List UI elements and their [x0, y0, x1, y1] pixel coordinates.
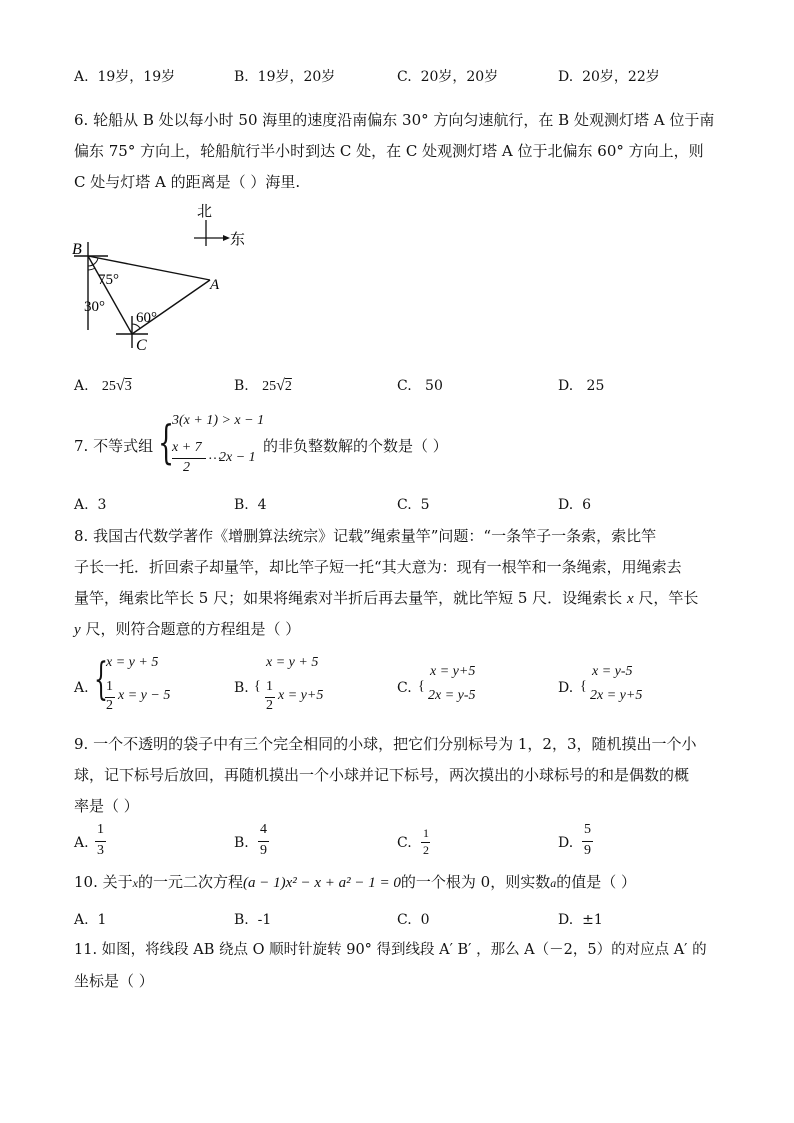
q8-line-3: 量竿，绳索比竿长 5 尺；如果将绳索对半折后再去量竿，就比竿短 5 尺．设绳索长 x 尺，竿长: [74, 589, 699, 607]
q8-line-4: y 尺，则符合题意的方程组是（ ）: [74, 620, 301, 638]
q10-stem: 10. 关于x的一元二次方程(a − 1)x² − x + a² − 1 = 0的一个根为 0，则实数a的值是（ ）: [74, 873, 636, 891]
q10-option-b: B. -1: [234, 912, 272, 928]
q7-ineq1: 3(x + 1) > x − 1: [172, 413, 265, 428]
q8-d-eq2: 2x = y+5: [590, 688, 643, 703]
q7-option-d: D. 6: [558, 497, 592, 513]
compass-north-label: 北: [197, 204, 213, 220]
q6-option-a: A. 25√3: [74, 377, 132, 394]
q7-option-c: C. 5: [397, 497, 430, 513]
q7-ineq2-rel: …: [208, 448, 222, 463]
q9-a-den: 3: [97, 843, 104, 858]
q9-d-line: [582, 841, 593, 842]
q6-option-b: B. 25√2: [234, 377, 292, 394]
q7-option-b: B. 4: [234, 497, 267, 513]
q11-line-2: 坐标是（ ）: [74, 972, 154, 990]
point-b-label: B: [72, 241, 82, 258]
q8-c-brace: {: [418, 679, 425, 694]
q6-line-2: 偏东 75° 方向上，轮船航行半小时到达 C 处，在 C 处观测灯塔 A 位于北偏东 60° 方向上，则: [74, 142, 704, 160]
q6-option-d: D. 25: [558, 378, 605, 394]
q8-option-c-letter: C.: [397, 680, 412, 696]
q5-option-b: B. 19岁，20岁: [234, 69, 336, 85]
q8-d-brace: {: [580, 679, 587, 694]
q8-d-eq1: x = y-5: [592, 664, 633, 679]
q9-a-line: [95, 841, 106, 842]
q8-line-1: 8. 我国古代数学著作《增删算法统宗》记载”绳索量竿”问题：“一条竿子一条索，索比竿: [74, 527, 657, 545]
q9-b-line: [258, 841, 269, 842]
q9-c-den: 2: [423, 843, 429, 857]
q8-a-frac-den: 2: [106, 698, 113, 713]
q5-option-a: A. 19岁，19岁: [74, 69, 176, 85]
q8-option-b-letter: B.: [234, 680, 249, 696]
q7-frac-num: x + 7: [172, 440, 202, 455]
q9-b-num: 4: [260, 822, 267, 837]
q9-line-2: 球，记下标号后放回，再随机摸出一个小球并记下标号，两次摸出的小球标号的和是偶数的概: [74, 766, 690, 784]
q10-option-c: C. 0: [397, 912, 430, 928]
point-c-label: C: [136, 337, 147, 354]
q7-ineq2-rhs: 2x − 1: [219, 450, 256, 465]
angle-30-label: 30°: [84, 299, 105, 315]
q8-b-eq1: x = y + 5: [266, 655, 319, 670]
q8-b-frac-num: 1: [266, 679, 273, 694]
q8-a-eq1: x = y + 5: [106, 655, 159, 670]
q8-c-eq2: 2x = y-5: [428, 688, 476, 703]
q9-option-c-letter: C.: [397, 835, 412, 851]
angle-60-label: 60°: [136, 310, 157, 326]
q7-brace: {: [158, 415, 175, 469]
q6-option-c: C. 50: [397, 378, 443, 394]
q7-option-a: A. 3: [74, 497, 107, 513]
q7-frac-line: [172, 458, 206, 459]
q8-a-brace: {: [94, 654, 108, 705]
q8-b-brace: {: [254, 679, 261, 694]
q9-a-num: 1: [97, 822, 104, 837]
q9-option-a-letter: A.: [74, 835, 89, 851]
q5-option-c: C. 20岁，20岁: [397, 69, 499, 85]
angle-30-arc: [88, 268, 95, 270]
q10-option-a: A. 1: [74, 912, 107, 928]
q6-figure: [64, 198, 254, 358]
q8-b-frac-den: 2: [266, 698, 273, 713]
q8-a-eq2: x = y − 5: [118, 688, 171, 703]
q8-c-eq1: x = y+5: [430, 664, 476, 679]
q9-d-num: 5: [584, 822, 591, 837]
q6-line-1: 6. 轮船从 B 处以每小时 50 海里的速度沿南偏东 30° 方向匀速航行，在 B 处观测灯塔 A 位于南: [74, 111, 715, 129]
q11-line-1: 11. 如图，将线段 AB 绕点 O 顺时针旋转 90° 得到线段 A′ B′ ，那么 A（－2，5）的对应点 A′ 的: [74, 942, 707, 958]
q9-b-den: 9: [260, 843, 267, 858]
q8-a-frac-num: 1: [106, 679, 113, 694]
q9-option-d-letter: D.: [558, 835, 574, 851]
q9-line-3: 率是（ ）: [74, 797, 139, 815]
compass-east-label: 东: [230, 232, 246, 248]
q8-b-eq2: x = y+5: [278, 688, 324, 703]
q5-option-d: D. 20岁，22岁: [558, 69, 660, 85]
q8-option-d-letter: D.: [558, 680, 574, 696]
q7-frac-den: 2: [183, 460, 190, 475]
q6-line-3: C 处与灯塔 A 的距离是（ ）海里.: [74, 173, 301, 191]
compass-arrow-icon: [223, 235, 230, 241]
angle-75-label: 75°: [98, 272, 119, 288]
q9-option-b-letter: B.: [234, 835, 249, 851]
q10-option-d: D. ±1: [558, 912, 603, 928]
q9-d-den: 9: [584, 843, 591, 858]
q7-prefix: 7. 不等式组: [74, 437, 154, 455]
point-a-label: A: [210, 277, 220, 293]
q9-line-1: 9. 一个不透明的袋子中有三个完全相同的小球，把它们分别标号为 1，2，3，随机摸出一个小: [74, 735, 697, 753]
q8-option-a-letter: A.: [74, 680, 89, 696]
q7-suffix: 的非负整数解的个数是（ ）: [263, 437, 448, 455]
q8-line-2: 子长一托．折回索子却量竿，却比竿子短一托“其大意为：现有一根竿和一条绳索，用绳索去: [74, 558, 682, 576]
q9-c-num: 1: [423, 826, 429, 840]
